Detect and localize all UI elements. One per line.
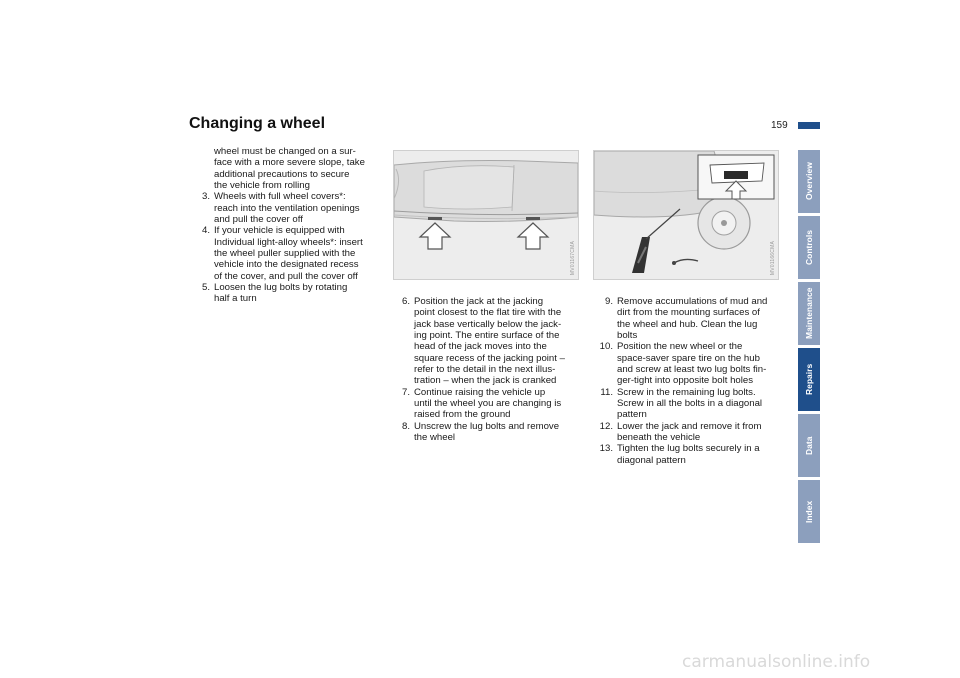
step-number: 5.	[201, 282, 210, 294]
text-line: Unscrew the lug bolts and remove	[414, 420, 560, 432]
text-line: the vehicle from rolling	[214, 180, 310, 192]
text-line: dirt from the mounting surfaces of	[617, 307, 760, 319]
text-line: Wheels with full wheel covers*:	[214, 191, 346, 203]
step-number: 11.	[600, 386, 613, 398]
tab-label: Index	[804, 500, 814, 523]
step-13	[598, 443, 784, 466]
step-number: 4.	[201, 225, 210, 237]
page-number: 159	[771, 120, 788, 131]
text-line: ger-tight into opposite bolt holes	[617, 375, 753, 387]
text-line: jack base vertically below the jack-	[414, 318, 562, 330]
section-tabs	[798, 150, 820, 546]
text-line: of the cover, and pull the cover off	[214, 270, 358, 282]
text-line: raised from the ground	[414, 409, 511, 421]
text-line: until the wheel you are changing is	[414, 398, 562, 410]
step-9	[598, 296, 784, 341]
text-line: and screw at least two lug bolts fin-	[617, 364, 767, 376]
text-line: If your vehicle is equipped with	[214, 225, 345, 237]
tab-controls[interactable]	[798, 216, 820, 279]
text-line: the wheel	[414, 432, 456, 444]
text-line: additional precautions to secure	[214, 168, 350, 180]
step-number: 13.	[599, 443, 613, 455]
text-line: square recess of the jacking point –	[414, 352, 565, 364]
jacking-points-illustration	[393, 150, 579, 280]
tab-repairs[interactable]	[798, 348, 820, 411]
text-line: bolts	[617, 330, 638, 342]
text-line: wheel must be changed on a sur-	[214, 146, 356, 157]
step-number: 3.	[201, 191, 210, 203]
text-line: tration – when the jack is cranked	[414, 375, 557, 387]
tab-label: Data	[804, 436, 814, 455]
text-line: head of the jack moves into the	[414, 341, 547, 353]
step-10	[598, 341, 784, 386]
step-5	[198, 282, 384, 305]
text-line: half a turn	[214, 293, 257, 305]
text-line: Screw in the remaining lug bolts.	[617, 386, 756, 398]
text-line: Remove accumulations of mud and	[617, 296, 768, 307]
text-line: Loosen the lug bolts by rotating	[214, 282, 348, 294]
text-line: Continue raising the vehicle up	[414, 386, 546, 398]
step-number: 9.	[604, 296, 613, 307]
tab-data[interactable]	[798, 414, 820, 477]
text-line: Screw in all the bolts in a diagonal	[617, 398, 763, 410]
step-3	[198, 191, 384, 225]
text-line: reach into the ventilation openings	[214, 202, 360, 214]
figure-code: MV01166CMA	[770, 240, 776, 275]
text-line: the wheel and hub. Clean the lug	[617, 318, 758, 330]
text-line: beneath the vehicle	[617, 432, 701, 444]
text-line: the wheel puller supplied with the	[214, 248, 356, 260]
step-number: 12.	[599, 420, 613, 432]
continued-paragraph	[198, 146, 384, 191]
tab-maintenance[interactable]	[798, 282, 820, 345]
tab-label: Controls	[804, 230, 814, 265]
page-title: Changing a wheel	[189, 115, 326, 132]
tab-label: Repairs	[804, 363, 814, 396]
step-8	[398, 421, 580, 444]
text-line: point closest to the flat tire with the	[414, 307, 562, 319]
tab-label: Maintenance	[804, 287, 814, 340]
tab-index[interactable]	[798, 480, 820, 543]
text-line: refer to the detail in the next illus-	[414, 364, 556, 376]
page-marker	[798, 122, 820, 129]
text-column-2	[398, 296, 580, 443]
text-line: Lower the jack and remove it from	[617, 420, 762, 432]
text-line: Position the new wheel or the	[617, 341, 743, 353]
watermark: carmanualsonline.info	[682, 652, 871, 672]
step-number: 8.	[401, 420, 410, 432]
text-column-1	[198, 146, 384, 305]
text-line: Individual light-alloy wheels*: insert	[214, 236, 363, 248]
jack-detail-illustration	[593, 150, 779, 280]
step-7	[398, 387, 580, 421]
text-line: vehicle into the designated recess	[214, 259, 359, 271]
tab-overview[interactable]	[798, 150, 820, 213]
step-12	[598, 421, 784, 444]
step-number: 10.	[599, 341, 613, 353]
text-line: and pull the cover off	[214, 214, 303, 226]
text-line: face with a more severe slope, take	[214, 157, 365, 169]
text-line: pattern	[617, 409, 647, 421]
text-line: Tighten the lug bolts securely in a	[617, 443, 760, 455]
text-line: Position the jack at the jacking	[414, 296, 544, 307]
step-number: 7.	[401, 386, 410, 398]
text-line: space-saver spare tire on the hub	[617, 352, 760, 364]
figure-code: MV01167CMA	[570, 240, 576, 275]
text-column-3	[598, 296, 784, 466]
step-4	[198, 225, 384, 282]
step-6	[398, 296, 580, 387]
step-11	[598, 387, 784, 421]
text-line: ing point. The entire surface of the	[414, 330, 560, 342]
tab-label: Overview	[804, 162, 814, 201]
step-number: 6.	[401, 296, 410, 307]
text-line: diagonal pattern	[617, 454, 686, 466]
